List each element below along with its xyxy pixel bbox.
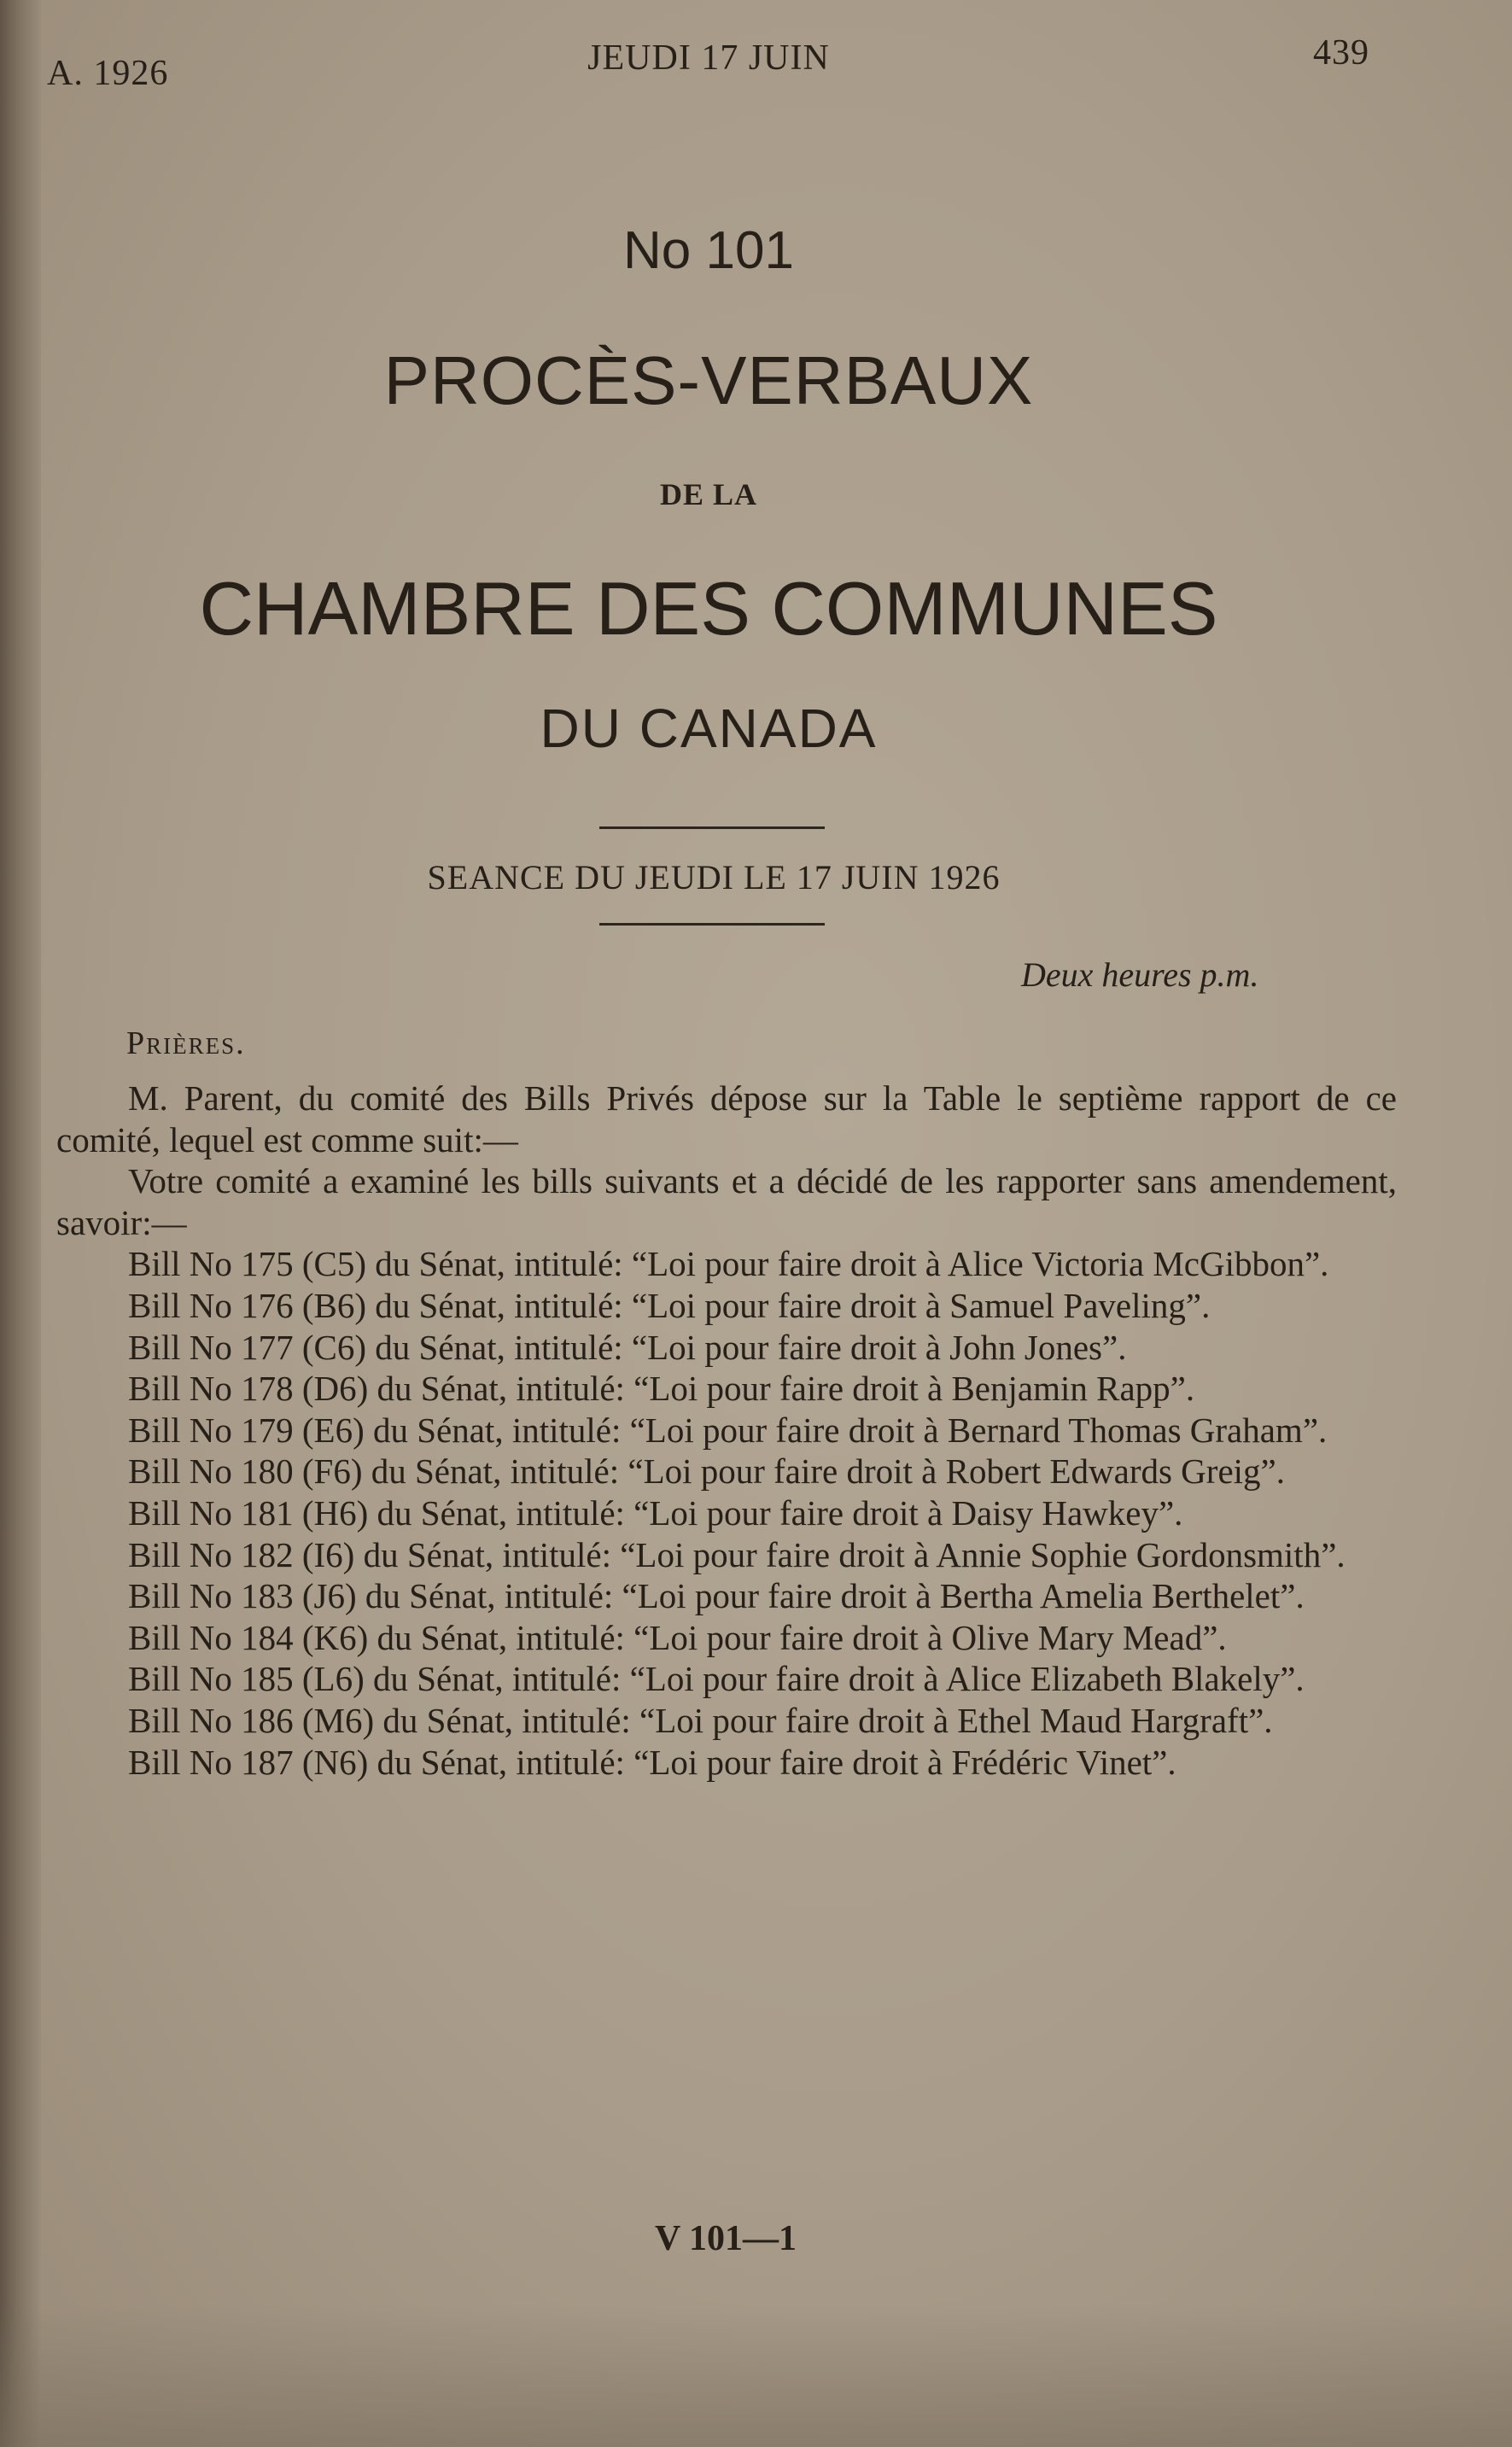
title-proces-verbaux: PROCÈS-VERBAUX bbox=[383, 342, 1034, 418]
session-time: Deux heures p.m. bbox=[1021, 955, 1259, 994]
paragraph-committee: Votre comité a examiné les bills suivants et a décidé de les rapporter sans amendement, savoir:— bbox=[56, 1161, 1397, 1242]
bill-177: Bill No 177 (C6) du Sénat, intitulé: “Loi pour faire droit à John Jones”. bbox=[128, 1327, 1127, 1367]
divider-bottom bbox=[599, 923, 825, 926]
issue-number: No 101 bbox=[623, 221, 794, 280]
bill-178: Bill No 178 (D6) du Sénat, intitulé: “Loi pour faire droit à Benjamin Rapp”. bbox=[128, 1369, 1195, 1409]
signature-mark: V 101—1 bbox=[654, 2219, 797, 2258]
bill-182: Bill No 182 (I6) du Sénat, intitulé: “Loi pour faire droit à Annie Sophie Gordonsmith”. bbox=[128, 1534, 1346, 1574]
bill-186: Bill No 186 (M6) du Sénat, intitulé: “Loi pour faire droit à Ethel Maud Hargraft”. bbox=[128, 1700, 1273, 1740]
title-canada: DU CANADA bbox=[540, 698, 878, 759]
prieres-heading: Prières. bbox=[126, 1025, 246, 1061]
bill-183: Bill No 183 (J6) du Sénat, intitulé: “Loi pour faire droit à Bertha Amelia Berthelet”. bbox=[128, 1576, 1305, 1616]
bill-187: Bill No 187 (N6) du Sénat, intitulé: “Loi pour faire droit à Frédéric Vinet”. bbox=[128, 1742, 1176, 1782]
bill-180: Bill No 180 (F6) du Sénat, intitulé: “Loi pour faire droit à Robert Edwards Greig”. bbox=[128, 1451, 1285, 1492]
paragraph-report: M. Parent, du comité des Bills Privés dépose sur la Table le septième rapport de ce comité, lequel est comme suit:— bbox=[56, 1078, 1397, 1159]
header-date: JEUDI 17 JUIN bbox=[587, 38, 830, 78]
title-de-la: DE LA bbox=[659, 477, 758, 511]
divider-top bbox=[599, 826, 825, 829]
session-heading: SEANCE DU JEUDI LE 17 JUIN 1926 bbox=[427, 858, 1001, 896]
title-chambre: CHAMBRE DES COMMUNES bbox=[199, 566, 1218, 651]
body-text bbox=[56, 1077, 1397, 1783]
bill-184: Bill No 184 (K6) du Sénat, intitulé: “Loi pour faire droit à Olive Mary Mead”. bbox=[128, 1617, 1227, 1657]
bill-179: Bill No 179 (E6) du Sénat, intitulé: “Loi pour faire droit à Bernard Thomas Graham”. bbox=[128, 1410, 1328, 1450]
bill-185: Bill No 185 (L6) du Sénat, intitulé: “Loi pour faire droit à Alice Elizabeth Blakely”. bbox=[128, 1659, 1305, 1699]
bill-176: Bill No 176 (B6) du Sénat, intitulé: “Loi pour faire droit à Samuel Paveling”. bbox=[128, 1285, 1211, 1325]
bill-175: Bill No 175 (C5) du Sénat, intitulé: “Loi pour faire droit à Alice Victoria McGibbon”. bbox=[128, 1244, 1329, 1284]
bill-181: Bill No 181 (H6) du Sénat, intitulé: “Loi pour faire droit à Daisy Hawkey”. bbox=[128, 1492, 1183, 1533]
header-year: A. 1926 bbox=[47, 54, 169, 93]
page-bottom-shade bbox=[0, 2305, 1512, 2447]
page-number: 439 bbox=[1313, 33, 1369, 73]
